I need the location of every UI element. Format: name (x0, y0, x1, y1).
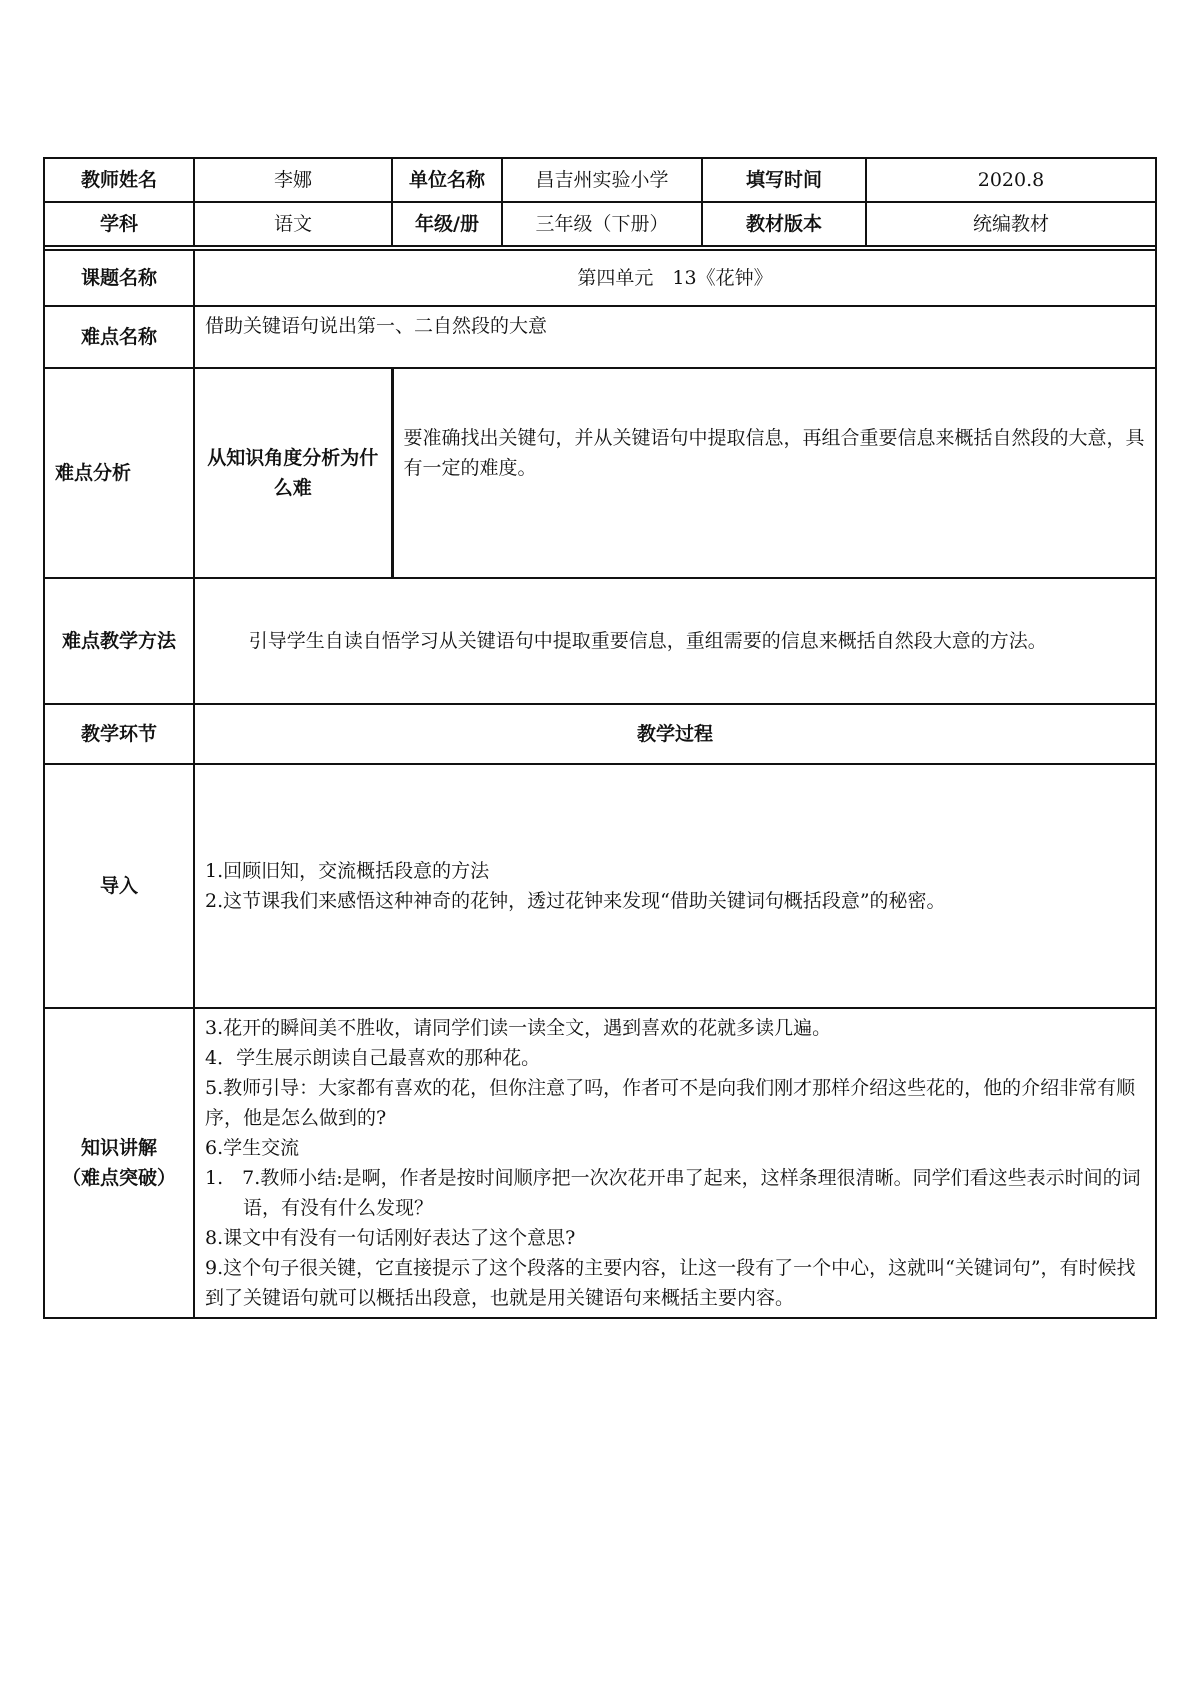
date-value: 2020.8 (866, 158, 1156, 202)
info-row-2 (44, 202, 1156, 246)
topic-row (44, 250, 1156, 306)
analysis-row (44, 368, 1156, 578)
analysis-label: 难点分析 (44, 368, 194, 578)
textbook-label: 教材版本 (702, 202, 866, 246)
teacher-value: 李娜 (194, 158, 392, 202)
textbook-value: 统编教材 (866, 202, 1156, 246)
intro-content (194, 764, 1156, 1008)
method-label: 难点教学方法 (44, 578, 194, 704)
lecture-label-line-1: 知识讲解 (80, 1137, 157, 1159)
lecture-label-line-2: （难点突破） (61, 1167, 176, 1189)
intro-label: 导入 (44, 764, 194, 1008)
intro-line-2: 2.这节课我们来感悟这种神奇的花钟，透过花钟来发现“借助关键词句概括段意”的秘密。 (205, 890, 946, 912)
method-row (44, 578, 1156, 704)
info-row-1 (44, 158, 1156, 202)
subject-label: 学科 (44, 202, 194, 246)
subject-value: 语文 (194, 202, 392, 246)
stage-label: 教学环节 (44, 704, 194, 764)
difficulty-label: 难点名称 (44, 306, 194, 368)
lecture-line-6: 6.学生交流 (205, 1137, 300, 1159)
method-value: 引导学生自读自悟学习从关键语句中提取重要信息，重组需要的信息来概括自然段大意的方法。 (194, 578, 1156, 704)
difficulty-row (44, 306, 1156, 368)
unit-value: 昌吉州实验小学 (502, 158, 702, 202)
teacher-label: 教师姓名 (44, 158, 194, 202)
lecture-line-5: 5.教师引导：大家都有喜欢的花，但你注意了吗，作者可不是向我们刚才那样介绍这些花的，他的介绍非常有顺序，他是怎么做到的? (205, 1077, 1136, 1129)
lecture-line-4: 4．学生展示朗读自己最喜欢的那种花。 (205, 1047, 541, 1069)
lecture-label (44, 1008, 194, 1318)
lecture-content (194, 1008, 1156, 1318)
unit-label: 单位名称 (392, 158, 502, 202)
process-header-row (44, 704, 1156, 764)
grade-label: 年级/册 (392, 202, 502, 246)
analysis-value: 要准确找出关键句，并从关键语句中提取信息，再组合重要信息来概括自然段的大意，具有一定的难度。 (392, 368, 1156, 578)
topic-label: 课题名称 (44, 250, 194, 306)
process-label: 教学过程 (194, 704, 1156, 764)
intro-row (44, 764, 1156, 1008)
lesson-plan-sheet (43, 157, 1155, 1319)
date-label: 填写时间 (702, 158, 866, 202)
grade-value: 三年级（下册） (502, 202, 702, 246)
lecture-line-3: 3.花开的瞬间美不胜收，请同学们读一读全文，遇到喜欢的花就多读几遍。 (205, 1017, 832, 1039)
lecture-row (44, 1008, 1156, 1318)
analysis-sub-label: 从知识角度分析为什么难 (194, 368, 392, 578)
lecture-line-9: 9.这个句子很关键，它直接提示了这个段落的主要内容，让这一段有了一个中心，这就叫“关键词句”，有时候找到了关键语句就可以概括出段意，也就是用关键语句来概括主要内容。 (205, 1257, 1136, 1309)
difficulty-value: 借助关键语句说出第一、二自然段的大意 (194, 306, 1156, 368)
lecture-line-8: 8.课文中有没有一句话刚好表达了这个意思? (205, 1227, 576, 1249)
topic-value: 第四单元 13《花钟》 (194, 250, 1156, 306)
lecture-line-7: 1. 7.教师小结:是啊，作者是按时间顺序把一次次花开串了起来，这样条理很清晰。同学们看这些表示时间的词语，有没有什么发现？ (205, 1167, 1141, 1219)
intro-line-1: 1.回顾旧知，交流概括段意的方法 (205, 860, 490, 882)
lesson-plan-table (43, 157, 1157, 1319)
